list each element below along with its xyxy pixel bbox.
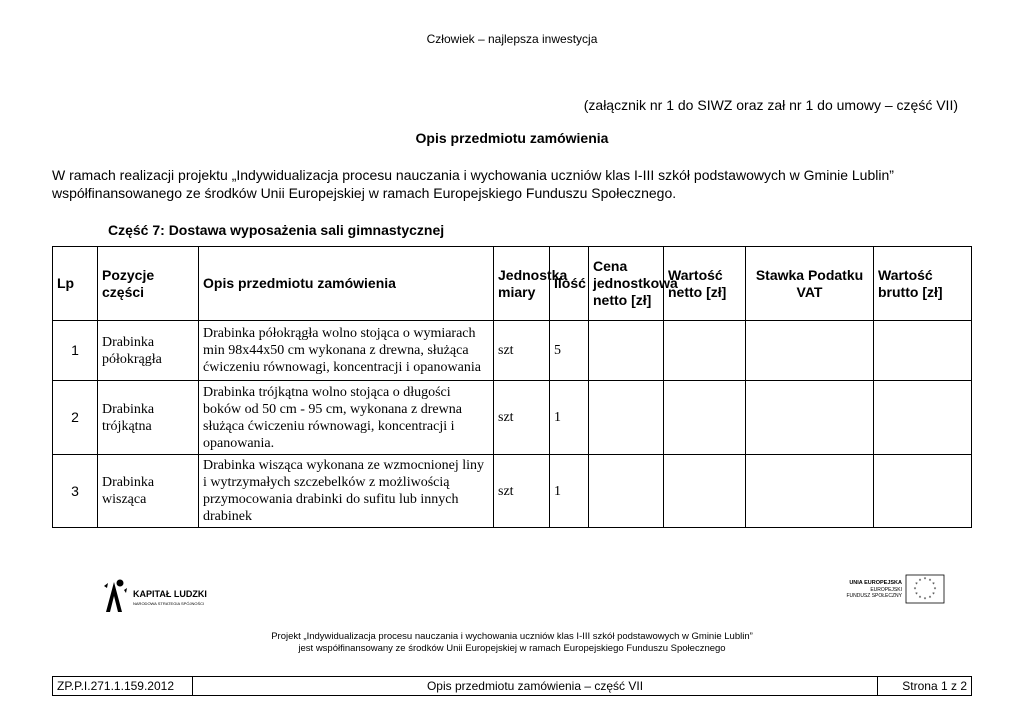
svg-text:*: * <box>932 592 935 598</box>
page-footer <box>52 676 972 696</box>
project-note <box>0 631 1024 655</box>
cell-cena <box>589 321 664 381</box>
svg-text:*: * <box>915 592 918 598</box>
annex-note: (załącznik nr 1 do SIWZ oraz zał nr 1 do umowy – część VII) <box>583 97 958 113</box>
cell-cena <box>589 455 664 528</box>
intro-paragraph: W ramach realizacji projektu „Indywidualizacja procesu nauczania i wychowania uczniów klas I-III szkół podstawowych w Gminie Lublin” współfinansowanego ze środków Unii Europejskiej w ramach Europejskiego Funduszu Społecznego. <box>52 167 894 201</box>
cell-ilosc: 1 <box>550 455 589 528</box>
cell-lp: 1 <box>53 321 98 381</box>
table-row <box>53 321 972 381</box>
col-header-jednostka: Jednostka miary <box>494 247 550 321</box>
col-header-ilosc: Ilość <box>550 247 589 321</box>
project-note-line1: Projekt „Indywidualizacja procesu nauczania i wychowania uczniów klas I-III szkół podstawowych w Gminie Lublin” <box>271 631 753 642</box>
eu-flag-icon <box>906 575 944 603</box>
cell-wartosc-netto <box>664 455 746 528</box>
svg-text:*: * <box>928 595 932 602</box>
table-row <box>53 381 972 455</box>
page-header: Człowiek – najlepsza inwestycja <box>426 32 598 46</box>
table-header-row <box>53 247 972 321</box>
cell-pozycja: Drabinka wisząca <box>98 455 199 528</box>
svg-text:*: * <box>913 587 917 593</box>
cell-vat <box>746 455 874 528</box>
col-header-opis: Opis przedmiotu zamówienia <box>199 247 494 321</box>
footer-page-number: Strona 1 z 2 <box>878 677 972 696</box>
project-note-line2: jest współfinansowany ze środków Unii Europejskiej w ramach Europejskiego Funduszu Społecznego <box>298 643 726 654</box>
kapital-ludzki-emblem-icon <box>102 578 128 614</box>
cell-opis: Drabinka trójkątna wolno stojąca o długości boków od 50 cm - 95 cm, wykonana z drewna służąca ćwiczeniu równowagi, koncentracji i opanowania. <box>199 381 494 455</box>
cell-jednostka: szt <box>494 321 550 381</box>
svg-text:*: * <box>928 578 932 585</box>
cell-ilosc: 1 <box>550 381 589 455</box>
cell-lp: 2 <box>53 381 98 455</box>
cell-wartosc-netto <box>664 381 746 455</box>
cell-jednostka: szt <box>494 455 550 528</box>
col-header-wartosc-brutto: Wartość brutto [zł] <box>874 247 972 321</box>
footer-reference: ZP.P.I.271.1.159.2012 <box>53 677 193 696</box>
eu-logo <box>840 572 950 612</box>
cell-wartosc-netto <box>664 321 746 381</box>
part-title: Część 7: Dostawa wyposażenia sali gimnastycznej <box>108 222 445 238</box>
cell-cena <box>589 381 664 455</box>
table-row <box>53 455 972 528</box>
col-header-lp: Lp <box>53 247 98 321</box>
footer-document-name: Opis przedmiotu zamówienia – część VII <box>193 677 878 696</box>
svg-text:*: * <box>915 582 918 588</box>
eu-logo-line3: FUNDUSZ SPOŁECZNY <box>846 593 902 599</box>
svg-text:*: * <box>933 587 937 593</box>
col-header-vat: Stawka Podatku VAT <box>746 247 874 321</box>
cell-pozycja: Drabinka trójkątna <box>98 381 199 455</box>
col-header-cena: Cena jednostkowa netto [zł] <box>589 247 664 321</box>
col-header-wartosc-netto: Wartość netto [zł] <box>664 247 746 321</box>
eu-logo-line2: EUROPEJSKI <box>870 587 902 593</box>
svg-text:*: * <box>918 578 922 585</box>
items-table <box>52 246 972 528</box>
cell-ilosc: 5 <box>550 321 589 381</box>
cell-pozycja: Drabinka półokrągła <box>98 321 199 381</box>
kapital-ludzki-logo <box>100 572 230 620</box>
cell-wartosc-brutto <box>874 381 972 455</box>
svg-text:*: * <box>932 582 935 588</box>
cell-wartosc-brutto <box>874 455 972 528</box>
svg-text:*: * <box>923 577 927 583</box>
cell-opis: Drabinka wisząca wykonana ze wzmocnionej liny i wytrzymałych szczebelków z możliwością przymocowania drabinki do sufitu lub innych drabinek <box>199 455 494 528</box>
eu-logo-line1: UNIA EUROPEJSKA <box>849 580 902 586</box>
cell-jednostka: szt <box>494 381 550 455</box>
cell-vat <box>746 321 874 381</box>
cell-lp: 3 <box>53 455 98 528</box>
cell-vat <box>746 381 874 455</box>
svg-text:*: * <box>923 597 927 603</box>
cell-opis: Drabinka półokrągła wolno stojąca o wymiarach min 98x44x50 cm wykonana z drewna, służąca ćwiczeniu równowagi, koncentracji i opanowania <box>199 321 494 381</box>
col-header-pozycje: Pozycje części <box>98 247 199 321</box>
svg-text:*: * <box>918 595 922 602</box>
kapital-ludzki-name: KAPITAŁ LUDZKI <box>133 589 207 599</box>
cell-wartosc-brutto <box>874 321 972 381</box>
kapital-ludzki-sub: NARODOWA STRATEGIA SPÓJNOŚCI <box>133 601 205 606</box>
document-title: Opis przedmiotu zamówienia <box>415 130 609 146</box>
